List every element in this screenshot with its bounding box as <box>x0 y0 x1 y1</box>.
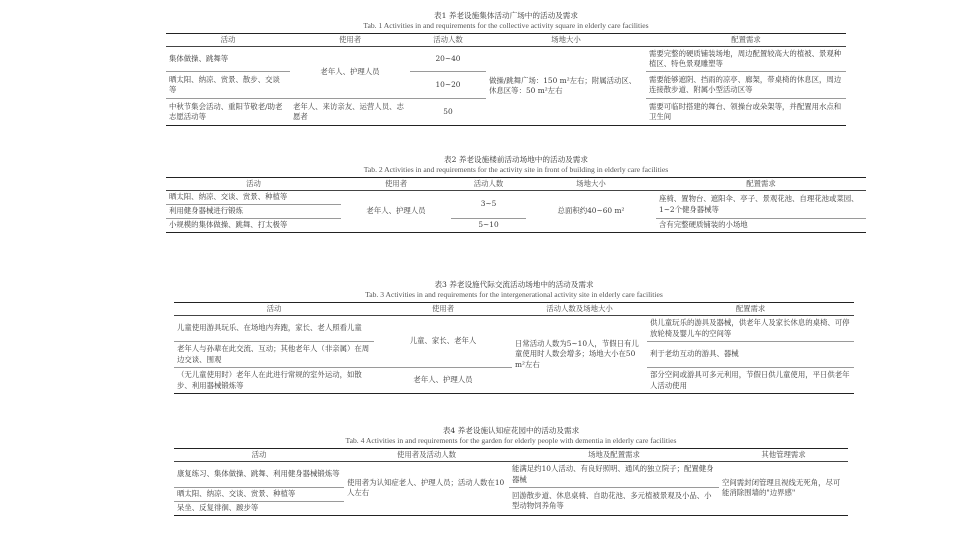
table-cell: 需要完整的硬质铺装场地，周边配置较高大的植被、景观种植区、特色景观雕塑等 <box>649 48 842 68</box>
table-cell: 10~20 <box>410 72 486 99</box>
table-cell: 利用健身器械进行锻炼 <box>166 205 341 219</box>
table-2-caption-en: Tab. 2 Activities in and requirements for the activity site in front of building in elderly care facilities <box>363 165 669 174</box>
table-cell: 晒太阳、纳凉、交谈、赏景、种植等 <box>174 488 344 502</box>
table-3-block <box>174 280 854 394</box>
table-cell: 老年人、护理人员 <box>320 67 380 77</box>
table-1 <box>166 33 846 126</box>
table-1-header-size: 场地大小 <box>551 34 581 44</box>
table-3-header-config: 配置需求 <box>735 303 766 313</box>
table-cell: 日常活动人数为5~10人，节假日有儿童使用时人数会增多；场地大小在50 m²左右 <box>515 338 639 369</box>
table-1-header-count: 活动人数 <box>433 34 463 44</box>
table-cell: 老年人与孙辈在此交流、互动；其他老年人（非亲属）在周边交谈、围观 <box>174 342 374 368</box>
table-row <box>174 462 848 488</box>
table-row <box>166 191 866 205</box>
table-2-header-activity: 活动 <box>246 178 261 188</box>
table-1-block <box>166 11 846 126</box>
table-3-caption-en: Tab. 3 Activities in and requirements for the intergenerational activity site in elderly care facilities <box>365 290 663 299</box>
table-4-block <box>174 426 848 516</box>
table-cell: 利于老幼互动的游具、器械 <box>647 342 854 368</box>
table-4-header-site-config: 场地及配置需求 <box>588 449 640 459</box>
table-cell: 需要可临时搭建的舞台、领操台或朵架等，并配置用水点和卫生间 <box>646 99 846 126</box>
table-cell: 小规模的集体做操、跳舞、打太极等 <box>166 219 341 233</box>
table-cell: 需要能够遮阴、挡雨的凉亭、廊架，带桌椅的休息区，周边连接散步道、附属小型活动区等 <box>646 72 846 99</box>
table-cell: 含有完整硬质铺装的小场地 <box>656 219 866 233</box>
table-row <box>166 47 846 72</box>
table-cell: 做操/跳舞广场：150 m²左右；附属活动区、休息区等：50 m²左右 <box>489 75 637 95</box>
table-1-header-config: 配置需求 <box>731 34 761 44</box>
table-cell: 老年人、来访亲友、运营人员、志愿者 <box>290 99 410 126</box>
table-cell: 供儿童玩乐的游具及器械，供老年人及家长休息的桌椅、可停放轮椅及婴儿车的空间等 <box>650 318 850 338</box>
table-1-caption-en: Tab. 1 Activities in and requirements for the collective activity square in elderly care facilities <box>363 21 649 30</box>
table-cell: 康复练习、集体做操、跳舞、利用健身器械锻炼等 <box>177 469 340 479</box>
table-cell: （无儿童使用时）老年人在此进行常规的室外运动，如散步、利用器械锻炼等 <box>174 368 374 394</box>
table-cell: 使用者为认知症老人、护理人员；活动人数在10人左右 <box>347 477 505 498</box>
table-cell: 晒太阳、纳凉、赏景、散步、交谈等 <box>166 72 290 99</box>
table-1-header-user: 使用者 <box>338 34 362 44</box>
table-cell: 能满足约10人活动、有良好照明、通风的独立院子；配置健身器械 <box>512 464 714 484</box>
table-3-header-user: 使用者 <box>431 303 455 313</box>
table-2 <box>166 177 866 233</box>
table-4-header-activity: 活动 <box>251 449 267 459</box>
table-row <box>174 316 854 342</box>
table-3-header-count-size: 活动人数及场地大小 <box>546 303 613 313</box>
table-4-header-user-count: 使用者及活动人数 <box>396 449 457 459</box>
table-cell: 3~5 <box>480 199 497 209</box>
table-2-caption-cn: 表2 养老设施楼前活动场地中的活动及需求 <box>444 155 588 164</box>
table-2-header-user: 使用者 <box>384 178 408 188</box>
table-1-caption-cn: 表1 养老设施集体活动广场中的活动及需求 <box>434 11 578 20</box>
table-cell: 晒太阳、纳凉、交谈、赏景、种植等 <box>169 192 288 202</box>
table-2-header-config: 配置需求 <box>746 178 776 188</box>
table-2-header-count: 活动人数 <box>473 178 504 188</box>
table-cell: 座椅、置物台、遮阳伞、亭子、景观花池、自理花池或菜园、1~2个健身器械等 <box>659 194 859 214</box>
table-cell: 集体做操、跳舞等 <box>169 53 229 63</box>
table-2-block <box>166 155 866 233</box>
table-cell: 50 <box>410 99 486 126</box>
table-cell: 总面积约40~60 m² <box>557 206 625 216</box>
table-cell: 20~40 <box>435 53 461 63</box>
table-cell: 儿童、家长、老年人 <box>409 336 477 346</box>
table-3 <box>174 302 854 394</box>
table-cell: 回游散步道、休息桌椅、自助花池、多元植被景观及小品、小型动物饲养角等 <box>509 488 719 516</box>
table-3-caption-cn: 表3 养老设施代际交流活动场地中的活动及需求 <box>434 280 594 289</box>
table-4-caption-cn: 表4 养老设施认知症花园中的活动及需求 <box>442 426 580 435</box>
table-1-header-activity: 活动 <box>220 34 236 44</box>
table-cell: 中秋节集会活动、重阳节敬老/助老志愿活动等 <box>166 99 290 126</box>
table-cell: 5~10 <box>451 219 526 233</box>
table-4-header-management: 其他管理需求 <box>761 449 806 459</box>
table-4 <box>174 448 848 516</box>
table-cell: 空间需封闭管理且视线无死角，尽可能消除围墙的"边界感" <box>722 477 841 498</box>
table-cell: 儿童使用游具玩乐、在场地内奔跑，家长、老人照看儿童 <box>177 323 362 333</box>
table-cell: 部分空间或游具可多元利用，节假日供儿童使用，平日供老年人活动使用 <box>647 368 854 394</box>
table-3-header-activity: 活动 <box>266 303 282 313</box>
table-4-caption-en: Tab. 4 Activities in and requirements for the garden for elderly people with dementia in elderly care facilities <box>345 436 677 445</box>
table-2-header-size: 场地大小 <box>576 178 606 188</box>
table-row <box>166 219 866 233</box>
table-cell: 呆坐、反复徘徊、踱步等 <box>174 502 344 516</box>
table-cell: 老年人、护理人员 <box>374 368 512 394</box>
table-cell: 老年人、护理人员 <box>366 206 426 216</box>
